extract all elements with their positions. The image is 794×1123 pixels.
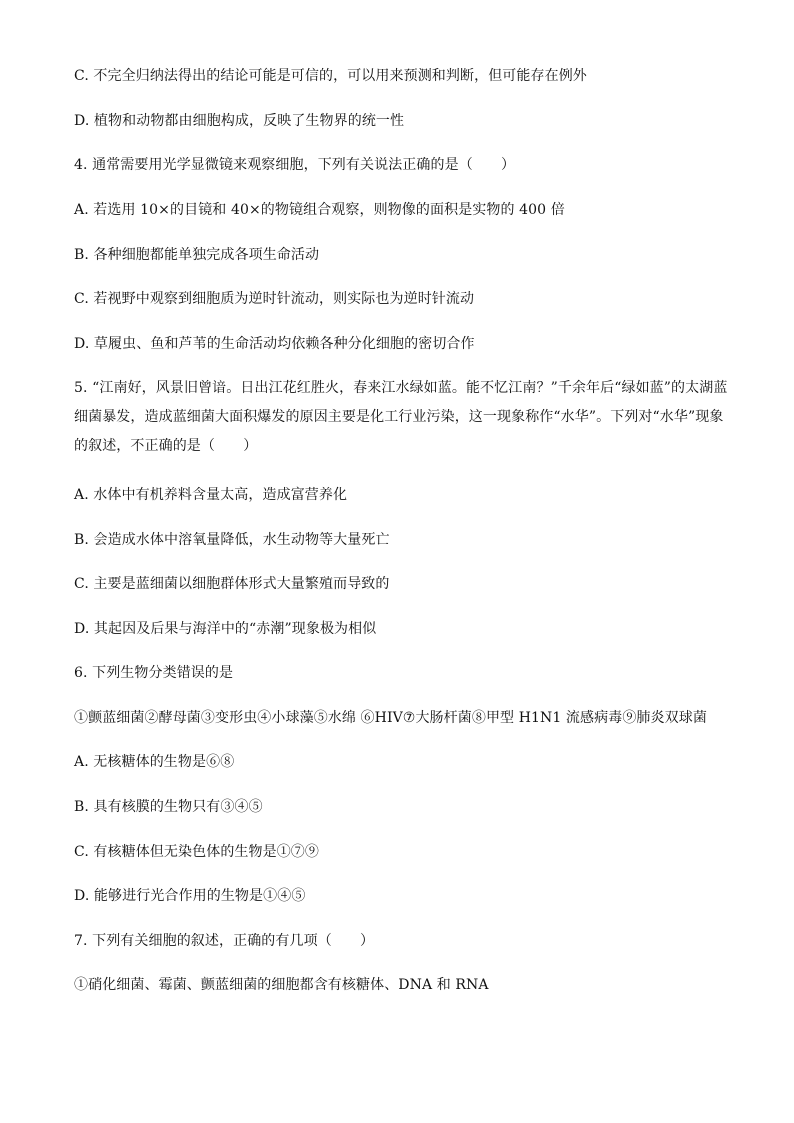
option-b-q5: B. 会造成水体中溶氧量降低，水生动物等大量死亡 (74, 532, 390, 548)
option-a-q5: A. 水体中有机养料含量太高，造成富营养化 (74, 487, 348, 503)
option-c-q6: C. 有核糖体但无染色体的生物是①⑦⑨ (74, 844, 320, 860)
option-c-q5: C. 主要是蓝细菌以细胞群体形式大量繁殖而导致的 (74, 576, 390, 592)
option-d-q6: D. 能够进行光合作用的生物是①④⑤ (74, 888, 306, 904)
question-6: 6. 下列生物分类错误的是 (74, 665, 234, 681)
question-4: 4. 通常需要用光学显微镜来观察细胞，下列有关说法正确的是（ ） (74, 157, 516, 173)
statement-1-q7: ①硝化细菌、霉菌、颤蓝细菌的细胞都含有核糖体、DNA 和 RNA (74, 977, 489, 993)
option-a-q4: A. 若选用 10×的目镜和 40×的物镜组合观察，则物像的面积是实物的 400 倍 (74, 202, 565, 218)
option-b-q4: B. 各种细胞都能单独完成各项生命活动 (74, 247, 320, 263)
question-5: 5. “江南好，风景旧曾谙。日出江花红胜火，春来江水绿如蓝。能不忆江南？”千余年后“绿如蓝”的太湖蓝细菌暴发，造成蓝细菌大面积爆发的原因主要是化工行业污染，这一现象称作“水华”。下列对“水华”现象的叙述，不正确的是（ ） (74, 380, 728, 454)
option-c-q3: C. 不完全归纳法得出的结论可能是可信的，可以用来预测和判断，但可能存在例外 (74, 68, 587, 84)
option-b-q6: B. 具有核膜的生物只有③④⑤ (74, 799, 263, 815)
option-d-q4: D. 草履虫、鱼和芦苇的生命活动均依赖各种分化细胞的密切合作 (74, 336, 475, 352)
option-d-q3: D. 植物和动物都由细胞构成，反映了生物界的统一性 (74, 113, 405, 129)
question-7: 7. 下列有关细胞的叙述，正确的有几项（ ） (74, 933, 375, 949)
option-c-q4: C. 若视野中观察到细胞质为逆时针流动，则实际也为逆时针流动 (74, 291, 475, 307)
organism-list-q6: ①颤蓝细菌②酵母菌③变形虫④小球藻⑤水绵 ⑥HIV⑦大肠杆菌⑧甲型 H1N1 流感病毒⑨肺炎双球菌 (74, 710, 707, 726)
option-a-q6: A. 无核糖体的生物是⑥⑧ (74, 754, 235, 770)
option-d-q5: D. 其起因及后果与海洋中的“赤潮”现象极为相似 (74, 621, 377, 637)
